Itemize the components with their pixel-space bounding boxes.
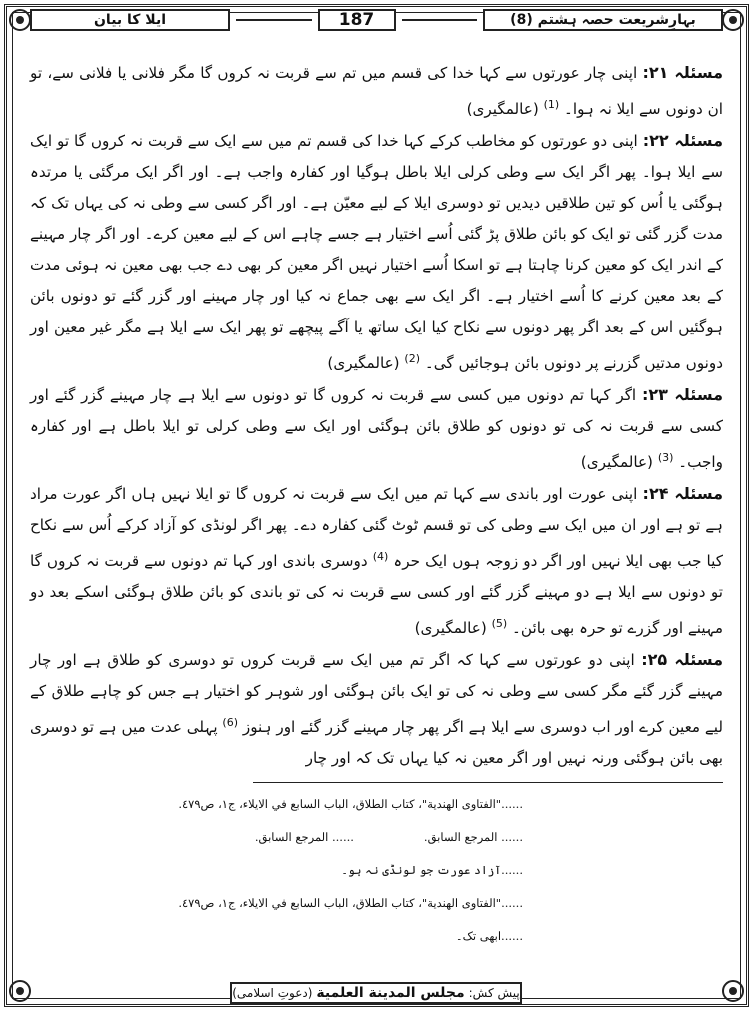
masala-label: مسئلہ ۲۲: <box>642 131 723 151</box>
masala-text: اگر کہا تم دونوں میں کسی سے قربت نہ کروں گا تو دونوں سے ایلا ہے چار مہینے گزر گئے اور کسی سے قربت نہ کی تو دونوں کو طلاق بائن ہوگئی اور ایک سے وطی کرلی تو ایلا باطل ہے اور کفارہ واجب۔ <box>30 386 723 472</box>
chapter-title: ایلا کا بیان <box>30 9 230 31</box>
book-title: بہارِشریعت حصہ ہشتم (8) <box>483 9 723 31</box>
publisher-name: مجلس المدینة العلمیة <box>316 985 465 1001</box>
footnotes <box>30 788 723 953</box>
masala-text: اپنی عورت اور باندی سے کہا تم میں ایک سے قربت نہ کروں گا تو ایلا نہیں ہاں اگر عورت مراد ہے تو ہے اور ان میں ایک سے وطی کی تو قسم ٹوٹ گئی کفارہ دے۔ پھر اگر لونڈی کو آزاد کرکے اُس سے نکاح کیا جب بھی ایلا نہیں اور اگر دو زوجہ ہوں ایک حرہ <box>30 485 723 571</box>
footnote-4: ......آزاد عورت جو لونڈی نہ ہو۔ <box>341 863 523 877</box>
masala-text: اپنی دو عورتوں سے کہا کہ اگر تم میں ایک سے قربت کروں تو دوسری کو طلاق ہے اور چار مہینے گزر گئے مگر کسی سے وطی نہ کی تو ایک بائن ہوگئی اور شوہر کو اختیار ہے جس کو چاہے طلاق کے لیے معین کرے اور اب دوسری سے ایلا ہے اگر پھر چار مہینے گزر گئے اور ہنوز <box>30 651 723 737</box>
page-number: 187 <box>318 9 396 31</box>
footnote-5: ......"الفتاوی الهندية"، كتاب الطلاق، الباب السابع في الايلاء، ج١، ص٤٧٩. <box>178 896 523 910</box>
footnote-ref[interactable]: (3) <box>657 451 674 465</box>
footnote-ref[interactable]: (5) <box>491 617 508 631</box>
footnote-1: ......"الفتاوی الهندية"، كتاب الطلاق، الباب السابع في الايلاء، ج١، ص٤٧٩. <box>178 797 523 811</box>
footnote-ref[interactable]: (1) <box>543 98 560 111</box>
masala-text: اپنی دو عورتوں کو مخاطب کرکے کہا خدا کی قسم تم میں سے ایک سے قربت نہ کروں گا تو ایک سے ایلا ہوا۔ پھر اگر ایک سے وطی کرلی ایلا باطل ہوگیا اور کفارہ واجب ہے۔ اور اگر ایک مرگئی یا مرتدہ ہوگئی یا اُس کو تین طلاقیں دیدیں تو دوسری ایلا کے لیے معیّن ہے۔ اور اگر کسی سے وطی نہ کی یہاں تک کہ مدت گزر گئی تو ایک کو بائن طلاق پڑ گئی اُسے اختیار ہے جسے چاہے اس کے لیے معین کرے۔ اور اگر چار مہینے کے اندر ایک کو معین کرنا چاہتا ہے تو اسکا اُسے اختیار نہیں اگر معین کر بھی دے جب بھی معین نہ ہوئی مدت کے بعد معین کرنے کا اُسے اختیار ہے۔ اگر ایک سے بھی جماع نہ کیا اور چار مہینے اور گزر گئے تو دونوں بائن ہوگئیں اس کے بعد اگر پھر دونوں سے نکاح کیا ایک ساتھ یا آگے پیچھے تو پھر ایک سے ایلا ہے مگر غیر معین اور دونوں مدتیں گزرنے پر دونوں بائن ہوجائیں گی۔ <box>30 132 723 373</box>
footnote-3: ...... المرجع السابق. <box>254 830 354 844</box>
masala-21 <box>30 57 723 125</box>
masala-label: مسئلہ ۲۴: <box>642 484 724 504</box>
source-citation: (عالمگیری) <box>466 100 539 119</box>
header-rule <box>402 19 478 21</box>
masala-25 <box>30 644 723 774</box>
publisher-footer <box>230 982 522 1004</box>
footnote-ref[interactable]: (2) <box>404 352 420 366</box>
footnote-ref[interactable]: (4) <box>372 550 389 564</box>
page-header <box>30 8 723 32</box>
source-citation: (عالمگیری) <box>327 354 400 373</box>
masala-label: مسئلہ ۲۳: <box>641 385 724 405</box>
masala-text: اپنی چار عورتوں سے کہا خدا کی قسم میں تم سے قربت نہ کروں گا مگر فلانی یا فلانی سے، تو ان دونوں سے ایلا نہ ہوا۔ <box>30 64 723 119</box>
footnote-ref[interactable]: (6) <box>222 716 239 730</box>
masala-text: دوسری باندی اور کہا تم دونوں سے قربت نہ کروں گا تو دونوں سے ایلا ہے دو مہینے گزر گئے اور کسی سے قربت نہ کی تو باندی کو بائن طلاق ہوگئی اسکے بعد دو مہینے اور گزرے تو حرہ بھی بائن۔ <box>30 552 723 638</box>
masala-24 <box>30 478 723 644</box>
masala-23 <box>30 379 723 478</box>
source-citation: (عالمگیری) <box>414 619 487 638</box>
footer-suffix: (دعوتِ اسلامی) <box>232 986 313 1000</box>
footnote-6: ......ابھی تک۔ <box>455 929 523 943</box>
footnote-2-3 <box>30 821 723 854</box>
main-text <box>30 57 723 774</box>
footnote-2: ...... المرجع السابق. <box>423 830 523 844</box>
source-citation: (عالمگیری) <box>580 453 653 472</box>
masala-label: مسئلہ ۲۱: <box>642 63 724 82</box>
footer-prefix: پیش کش: <box>468 986 520 1000</box>
footnote-divider <box>253 782 723 783</box>
masala-label: مسئلہ ۲۵: <box>641 650 724 670</box>
masala-text: پہلی عدت میں ہے تو دوسری بھی بائن ہوگئی ورنہ نہیں اور اگر معین نہ کیا یہاں تک کہ اور چار <box>30 718 723 768</box>
header-rule <box>236 19 312 21</box>
masala-22 <box>30 125 723 379</box>
